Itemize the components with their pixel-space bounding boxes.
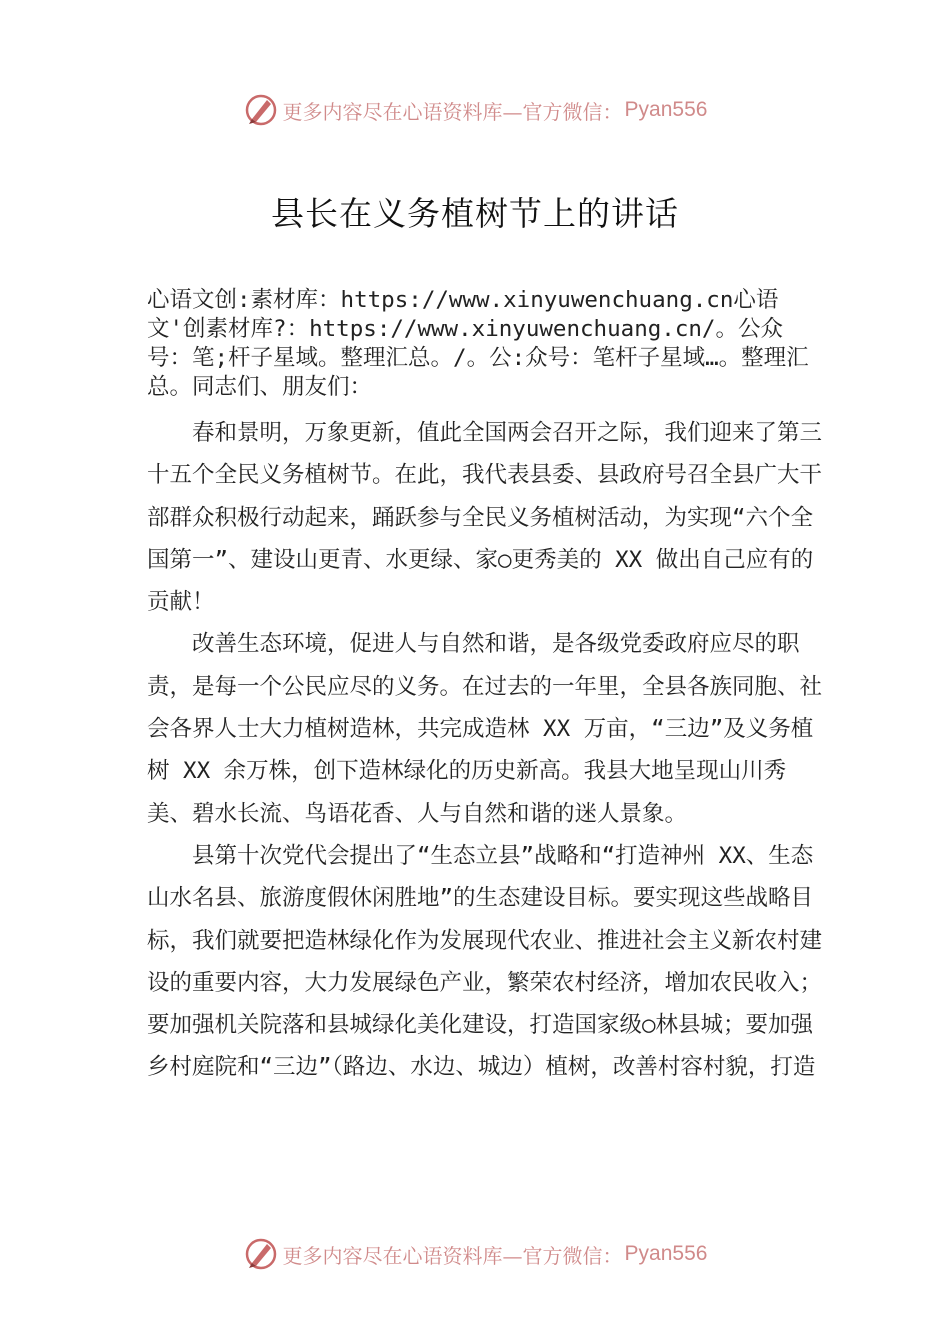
paragraph: 县第十次党代会提出了“生态立县”战略和“打造神州 XX、生态山水名县、旅游度假休闲胜地”的生态建设目标。要实现这些战略目标，我们就要把造林绿化作为发展现代农业、推进社会主义新农村建设的重要内容，大力发展绿色产业，繁荣农村经济，增加农民收入；要加强机关院落和县城绿化美化建设，打造国家级○林县城；要加强乡村庭院和“三边”（路边、水边、城边）植树，改善村容村貌，打造 (147, 842, 823, 1081)
intro-text: 心语文创:素材库：https://www.xinyuwenchuang.cn心语文'创素材库?：https://www.xinyuwenchuang.cn/。公众号：笔;杆子星域。整理汇总。/。公:众号：笔杆子星域…。整理汇总。同志们、朋友们： (147, 287, 809, 400)
banner-wechat-id: Pyan556 (624, 1242, 708, 1265)
document-body (147, 412, 827, 1089)
banner-wechat-id: Pyan556 (624, 98, 708, 121)
document-title: 县长在义务植树节上的讲话 (271, 194, 679, 233)
pen-logo-icon (243, 92, 279, 128)
footer-watermark (0, 1232, 950, 1276)
pen-logo-icon (243, 1236, 279, 1272)
banner-text: 更多内容尽在心语资料库—官方微信： (282, 1243, 623, 1268)
header-watermark (0, 88, 950, 132)
paragraph: 改善生态环境，促进人与自然和谐，是各级党委政府应尽的职责，是每一个公民应尽的义务。在过去的一年里，全县各族同胞、社会各界人士大力植树造林，共完成造林 XX 万亩，“三边”及义务植树 XX 余万株，创下造林绿化的历史新高。我县大地呈现山川秀美、碧水长流、鸟语花香、人与自然和谐的迷人景象。 (147, 631, 823, 827)
paragraph: 春和景明，万象更新，值此全国两会召开之际，我们迎来了第三十五个全民义务植树节。在此，我代表县委、县政府号召全县广大干部群众积极行动起来，踊跃参与全民义务植树活动，为实现“六个全国第一”、建设山更青、水更绿、家○更秀美的 XX 做出自己应有的贡献！ (147, 420, 823, 616)
banner-text: 更多内容尽在心语资料库—官方微信： (282, 99, 623, 124)
